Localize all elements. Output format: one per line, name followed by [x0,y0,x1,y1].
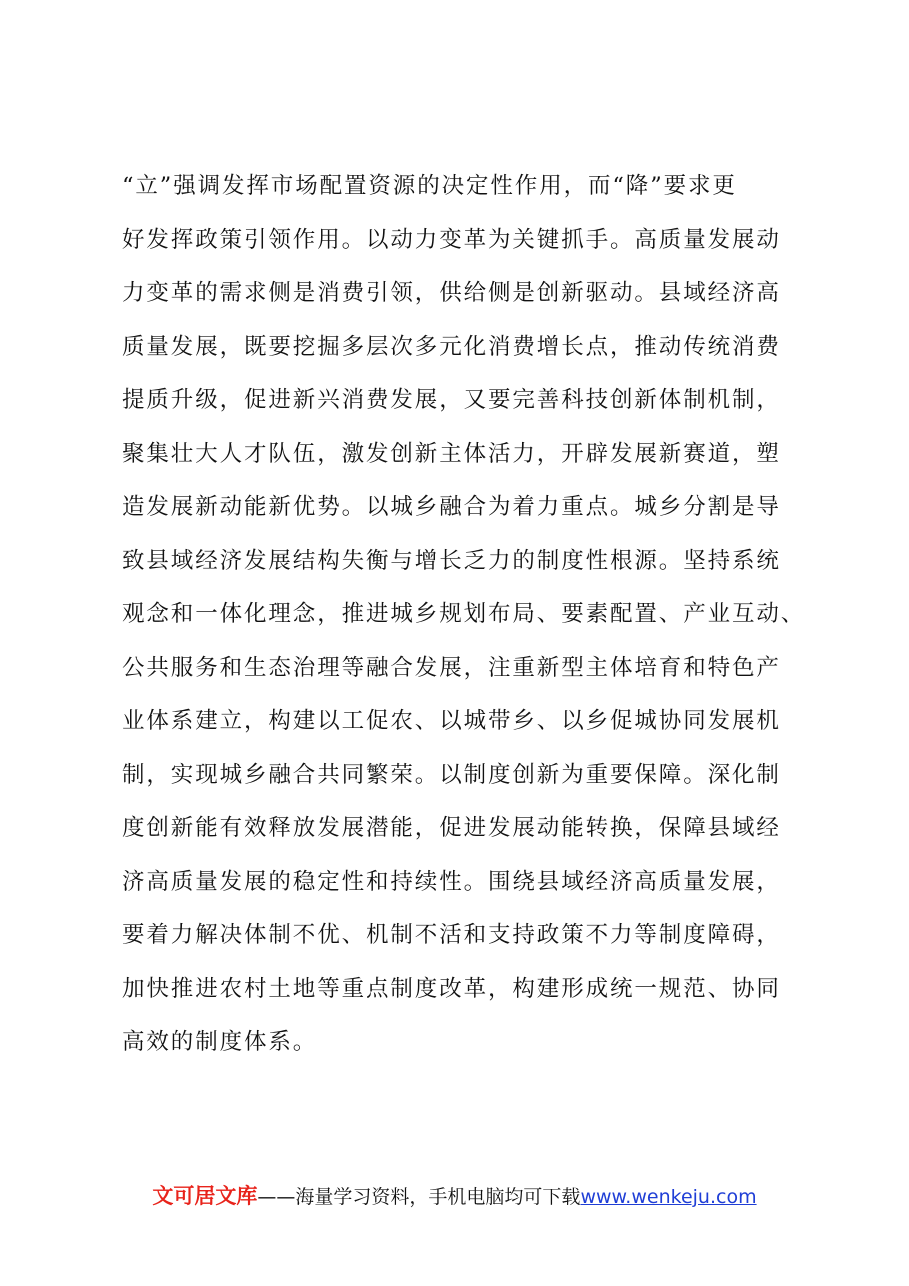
paragraph-line: 业体系建立，构建以工促农、以城带乡、以乡促城协同发展机 [122,708,781,734]
paragraph-line: 质量发展，既要挖掘多层次多元化消费增长点，推动传统消费 [122,333,781,360]
paragraph-line: 力变革的需求侧是消费引领，供给侧是创新驱动。县域经济高 [122,280,781,306]
paragraph-line: 好发挥政策引领作用。以动力变革为关键抓手。高质量发展动 [122,226,781,253]
paragraph-line: 加快推进农村土地等重点制度改革，构建形成统一规范、协同 [122,975,781,1002]
footer-brand: 文可居文库 [152,1184,258,1208]
paragraph-line: 济高质量发展的稳定性和持续性。围绕县域经济高质量发展， [122,868,781,895]
body-paragraph [122,160,806,1070]
paragraph-line: 致县域经济发展结构失衡与增长乏力的制度性根源。坚持系统 [122,547,781,574]
paragraph-line: 制，实现城乡融合共同繁荣。以制度创新为重要保障。深化制 [122,761,781,788]
paragraph-line: 要着力解决体制不优、机制不活和支持政策不力等制度障碍， [122,922,781,948]
paragraph-line: 高效的制度体系。 [122,1029,318,1055]
paragraph-line: 度创新能有效释放发展潜能，促进发展动能转换，保障县域经 [122,815,781,841]
paragraph-line: 造发展新动能新优势。以城乡融合为着力重点。城乡分割是导 [122,494,781,520]
footer-tagline: ——海量学习资料，手机电脑均可下载 [257,1186,581,1208]
paragraph-line: 提质升级，促进新兴消费发展，又要完善科技创新体制机制， [122,387,781,413]
paragraph-line: “立”强调发挥市场配置资源的决定性作用，而“降”要求更 [122,173,737,199]
footer-site-link[interactable]: www.wenkeju.com [580,1186,757,1208]
paragraph-line: 公共服务和生态治理等融合发展，注重新型主体培育和特色产 [122,654,781,681]
footer-banner [0,1180,909,1213]
paragraph-line: 聚集壮大人才队伍，激发创新主体活力，开辟发展新赛道，塑 [122,440,781,467]
paragraph-line: 观念和一体化理念，推进城乡规划布局、要素配置、产业互动、 [122,601,806,627]
